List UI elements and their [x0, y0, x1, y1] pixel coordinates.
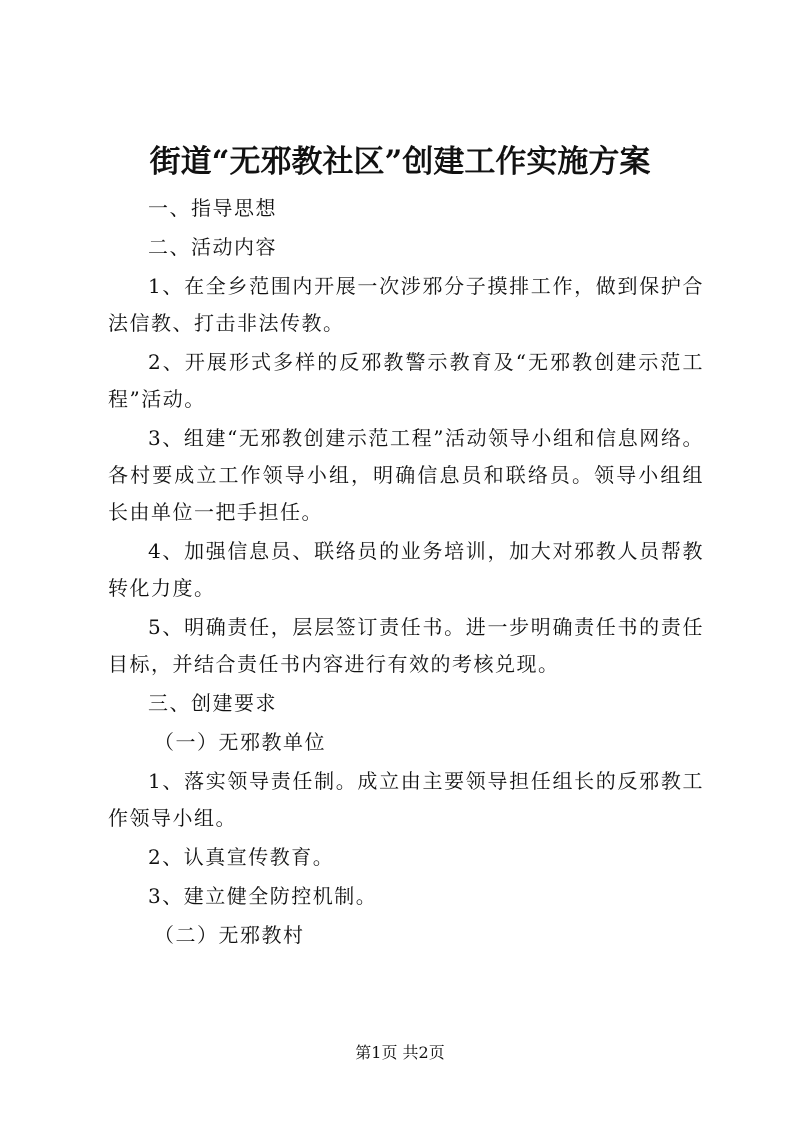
section-heading-guiding-ideology: 一、指导思想: [148, 196, 277, 220]
paragraph-item-4: 4、加强信息员、联络员的业务培训，加大对邪教人员帮教转化力度。: [108, 539, 704, 600]
section-heading-activity-content: 二、活动内容: [148, 235, 277, 259]
document-title: 街道“无邪教社区”创建工作实施方案: [149, 144, 651, 180]
paragraph-item-3: 3、组建“无邪教创建示范工程”活动领导小组和信息网络。各村要成立工作领导小组，明确信息员和联络员。领导小组组长由单位一把手担任。: [108, 426, 704, 524]
subsection-heading-units: （一）无邪教单位: [154, 730, 326, 754]
section-heading-requirements: 三、创建要求: [148, 691, 277, 715]
paragraph-item-2: 2、开展形式多样的反邪教警示教育及“无邪教创建示范工程”活动。: [108, 350, 704, 411]
paragraph-unit-item-2: 2、认真宣传教育。: [148, 845, 335, 869]
subsection-heading-villages: （二）无邪教村: [154, 923, 305, 947]
paragraph-unit-item-3: 3、建立健全防控机制。: [148, 884, 378, 908]
paragraph-item-1: 1、在全乡范围内开展一次涉邪分子摸排工作，做到保护合法信教、打击非法传教。: [108, 274, 704, 335]
document-body: [108, 190, 704, 954]
paragraph-item-5: 5、明确责任，层层签订责任书。进一步明确责任书的责任目标，并结合责任书内容进行有效的考核兑现。: [108, 615, 704, 676]
page-number-footer: 第1页 共2页: [355, 1043, 445, 1062]
paragraph-unit-item-1: 1、落实领导责任制。成立由主要领导担任组长的反邪教工作领导小组。: [108, 769, 704, 830]
